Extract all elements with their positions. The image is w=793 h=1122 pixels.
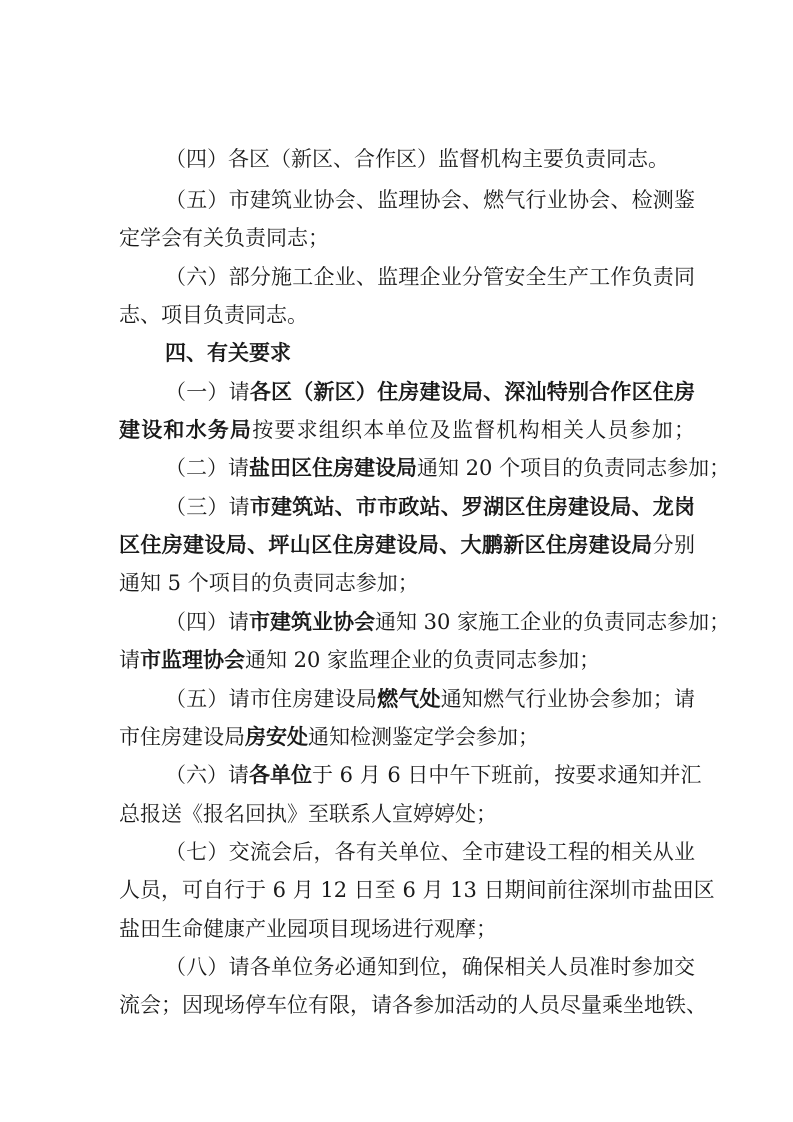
- text-run: （八）请各单位务必通知到位，确保相关人员准时参加交: [165, 955, 695, 979]
- text-line: [165, 762, 702, 788]
- text-line: [165, 146, 669, 172]
- bold-run: 盐田区住房建设局: [249, 455, 417, 480]
- bold-run: 房安处: [245, 724, 308, 749]
- text-run: 通知检测鉴定学会参加；: [308, 725, 539, 749]
- text-run: 按要求组织本单位及监督机构相关人员参加；: [252, 418, 696, 442]
- text-line: [165, 455, 731, 481]
- bold-run: 市建筑站、市市政站、罗湖区住房建设局、龙岗: [249, 494, 696, 519]
- text-line: [165, 686, 695, 712]
- bold-run: 建设和水务局: [119, 417, 253, 442]
- text-run: 通知 20 个项目的负责同志参加；: [417, 456, 731, 480]
- text-run: 流会；因现场停车位有限，请各参加活动的人员尽量乘坐地铁、: [119, 993, 707, 1017]
- text-line: [165, 264, 695, 290]
- text-line: [165, 379, 695, 405]
- text-line: [119, 724, 539, 750]
- bold-run: 燃气处: [377, 686, 441, 711]
- text-run: 盐田生命健康产业园项目现场进行观摩；: [119, 917, 497, 941]
- text-run: 通知 5 个项目的负责同志参加；: [119, 571, 419, 595]
- text-run: （六）部分施工企业、监理企业分管安全生产工作负责同: [165, 265, 695, 289]
- text-line: [165, 954, 695, 980]
- bold-run: 各区（新区）住房建设局、深汕特别合作区住房: [249, 379, 696, 404]
- text-run: 通知 30 家施工企业的负责同志参加；: [375, 610, 731, 634]
- text-line: [119, 532, 695, 558]
- text-run: （一）请: [165, 380, 250, 404]
- text-line: [165, 839, 695, 865]
- text-line: [119, 877, 715, 903]
- text-run: （七）交流会后，各有关单位、全市建设工程的相关从业: [165, 840, 695, 864]
- text-run: （五）请市住房建设局: [165, 687, 378, 711]
- bold-run: 各单位: [249, 762, 312, 787]
- text-line: [165, 609, 731, 635]
- text-line: [119, 417, 695, 443]
- text-run: 分别: [652, 533, 696, 557]
- bold-run: 区住房建设局、坪山区住房建设局、大鹏新区住房建设局: [119, 532, 653, 557]
- text-run: （四）各区（新区、合作区）监督机构主要负责同志。: [165, 147, 669, 171]
- text-run: （四）请: [165, 610, 249, 634]
- text-line: [165, 187, 695, 213]
- text-run: 市住房建设局: [119, 725, 245, 749]
- text-run: 通知 20 家监理企业的负责同志参加；: [245, 648, 601, 672]
- text-run: （六）请: [165, 763, 249, 787]
- text-run: 志、项目负责同志。: [119, 303, 308, 327]
- text-run: 人员，可自行于 6 月 12 日至 6 月 13 日期间前往深圳市盐田区: [119, 878, 715, 902]
- text-run: 总报送《报名回执》至联系人宣婷婷处；: [119, 802, 497, 826]
- section-heading: [165, 340, 291, 366]
- heading-text: 四、有关要求: [165, 340, 291, 365]
- text-line: [119, 992, 707, 1018]
- text-run: （二）请: [165, 456, 249, 480]
- text-line: [119, 916, 497, 942]
- text-line: [119, 225, 329, 251]
- bold-run: 市监理协会: [140, 647, 245, 672]
- text-line: [119, 570, 419, 596]
- text-line: [119, 647, 600, 673]
- text-run: 于 6 月 6 日中午下班前，按要求通知并汇: [312, 763, 702, 787]
- text-line: [165, 494, 695, 520]
- text-run: （五）市建筑业协会、监理协会、燃气行业协会、检测鉴: [165, 188, 695, 212]
- bold-run: 市建筑业协会: [249, 609, 375, 634]
- text-run: 请: [119, 648, 140, 672]
- text-run: （三）请: [165, 495, 250, 519]
- text-line: [119, 302, 308, 328]
- text-line: [119, 801, 497, 827]
- text-run: 通知燃气行业协会参加；请: [440, 687, 696, 711]
- text-run: 定学会有关负责同志；: [119, 226, 329, 250]
